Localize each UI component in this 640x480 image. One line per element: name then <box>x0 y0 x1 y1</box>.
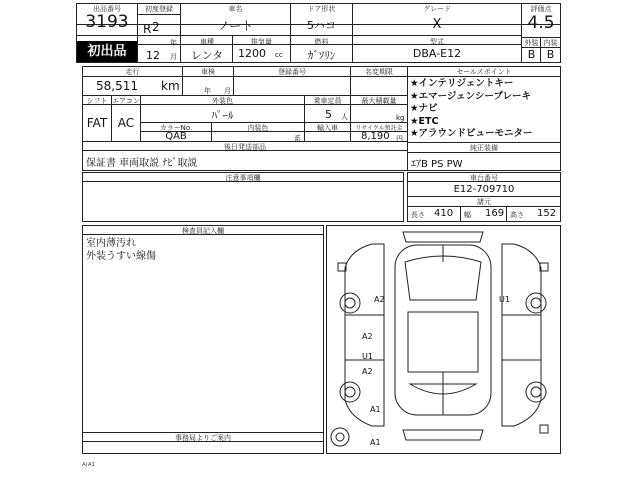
damage-mark-front-right: U1 <box>499 295 510 304</box>
displacement: 1200 <box>238 47 266 60</box>
documents: 保証書 車両取説 ﾅﾋﾞ取説 <box>86 158 198 169</box>
exterior-score: B <box>527 48 536 61</box>
interior-color-unit: 系 <box>294 135 301 143</box>
era: R <box>143 22 152 36</box>
exterior-color: ﾊﾟｰﾙ <box>211 109 234 122</box>
chassis-label: 車台番号 <box>470 174 498 182</box>
lot-number-label: 出品番号 <box>93 5 121 13</box>
recycle-unit: 円 <box>396 135 403 143</box>
sales-points-label: セールスポイント <box>456 68 512 76</box>
exterior-color-label: 外装色 <box>212 97 233 105</box>
inspector-note: 外装うすい線傷 <box>86 251 156 262</box>
registration-year: 2 <box>152 20 160 34</box>
inspection-month-unit: 月 <box>224 87 231 95</box>
inspector-notes <box>86 237 156 263</box>
sales-point: ★インテリジェントキー <box>410 78 514 89</box>
recycle-label: リサイクル預託金 <box>355 125 403 132</box>
import-label: 輸入車 <box>317 124 338 132</box>
damage-mark-left-c: A2 <box>362 367 373 376</box>
capacity-unit: 人 <box>341 113 348 121</box>
month-unit: 月 <box>170 53 177 61</box>
exterior-score-label: 外装 <box>524 39 539 47</box>
dimensions-label: 諸元 <box>477 198 491 206</box>
inspector-notes-label: 検査員記入欄 <box>182 227 224 235</box>
year-unit: 年 <box>170 39 177 47</box>
sales-points-list <box>410 78 533 141</box>
equipment: ｴｱB PS PW <box>411 159 463 170</box>
inspection-label: 車検 <box>201 68 215 76</box>
door-type: 5ハコ <box>307 19 336 32</box>
model-label: 型式 <box>430 38 444 46</box>
color-number-label: カラーNo. <box>159 124 193 132</box>
first-registration-label: 初度登録 <box>145 5 173 13</box>
first-listing-badge: 初出品 <box>77 41 137 62</box>
damage-mark-left-a: A2 <box>362 332 373 341</box>
sales-point: ★ナビ <box>410 103 438 114</box>
inspector-note: 室内薄汚れ <box>86 238 136 249</box>
damage-mark-rear-left: A1 <box>370 405 381 414</box>
capacity-label: 乗車定員 <box>313 97 342 105</box>
equipment-label: 純正装備 <box>470 144 498 152</box>
length-label: 長さ <box>411 211 425 219</box>
grade: X <box>432 17 442 32</box>
car-name: ノート <box>217 19 254 33</box>
fuel: ｶﾞｿﾘﾝ <box>307 49 336 62</box>
sales-point: ★アラウンドビューモニター <box>410 128 533 139</box>
shift-label: シフト <box>86 97 108 105</box>
registration-number-label: 登録番号 <box>278 68 306 76</box>
displacement-label: 排気量 <box>251 38 272 46</box>
ac-label: エアコン <box>112 97 140 105</box>
shift: FAT <box>86 116 108 130</box>
damage-mark-front-left: A2 <box>374 295 385 304</box>
recycle-deposit: 8,190 <box>361 131 390 142</box>
sales-point: ★エマージェンシーブレーキ <box>410 90 532 102</box>
max-load-unit: kg <box>396 114 405 122</box>
inspection-year-unit: 年 <box>204 87 211 95</box>
fuel-label: 燃料 <box>314 38 329 46</box>
damage-mark-rear-bottom: A1 <box>370 438 381 447</box>
interior-score-label: 内装 <box>543 39 558 47</box>
office-notice-label: 事務局よりご案内 <box>175 434 231 442</box>
door-label: ドア形状 <box>307 5 336 13</box>
car-name-label: 車名 <box>228 5 243 13</box>
mileage-label: 走行 <box>125 68 140 76</box>
width: 169 <box>485 208 505 219</box>
capacity: 5 <box>325 108 332 121</box>
color-number: QAB <box>165 131 187 142</box>
interior-score: B <box>546 48 555 61</box>
usage: レンタ <box>190 49 224 62</box>
ac: AC <box>117 116 135 130</box>
damage-mark-left-b: U1 <box>362 352 373 361</box>
width-label: 幅 <box>464 211 471 219</box>
lot-number: 3193 <box>85 12 129 32</box>
length: 410 <box>434 208 454 219</box>
displacement-unit: cc <box>275 51 283 59</box>
height: 152 <box>537 208 557 219</box>
registration-month: 12 <box>146 49 160 62</box>
mileage: 58,511 <box>96 79 138 93</box>
grade-label: グレード <box>423 5 451 13</box>
legend-footer: A(A1 <box>82 462 96 468</box>
sales-point: ★ETC <box>410 115 439 127</box>
score: 4.5 <box>527 13 555 33</box>
mileage-unit: km <box>161 79 180 93</box>
height-label: 高さ <box>510 211 524 219</box>
chassis-number: E12-709710 <box>453 184 515 195</box>
max-load-label: 最大積載量 <box>361 97 397 105</box>
model-code: DBA-E12 <box>412 47 462 60</box>
transfer-deadline-label: 名変期限 <box>365 68 393 76</box>
notes-label: 注意事項欄 <box>225 174 261 182</box>
documents-label: 後日発送部品 <box>224 143 266 151</box>
usage-label: 車種 <box>200 38 214 46</box>
score-label: 評価点 <box>530 5 552 13</box>
interior-color-label: 内装色 <box>247 124 269 132</box>
